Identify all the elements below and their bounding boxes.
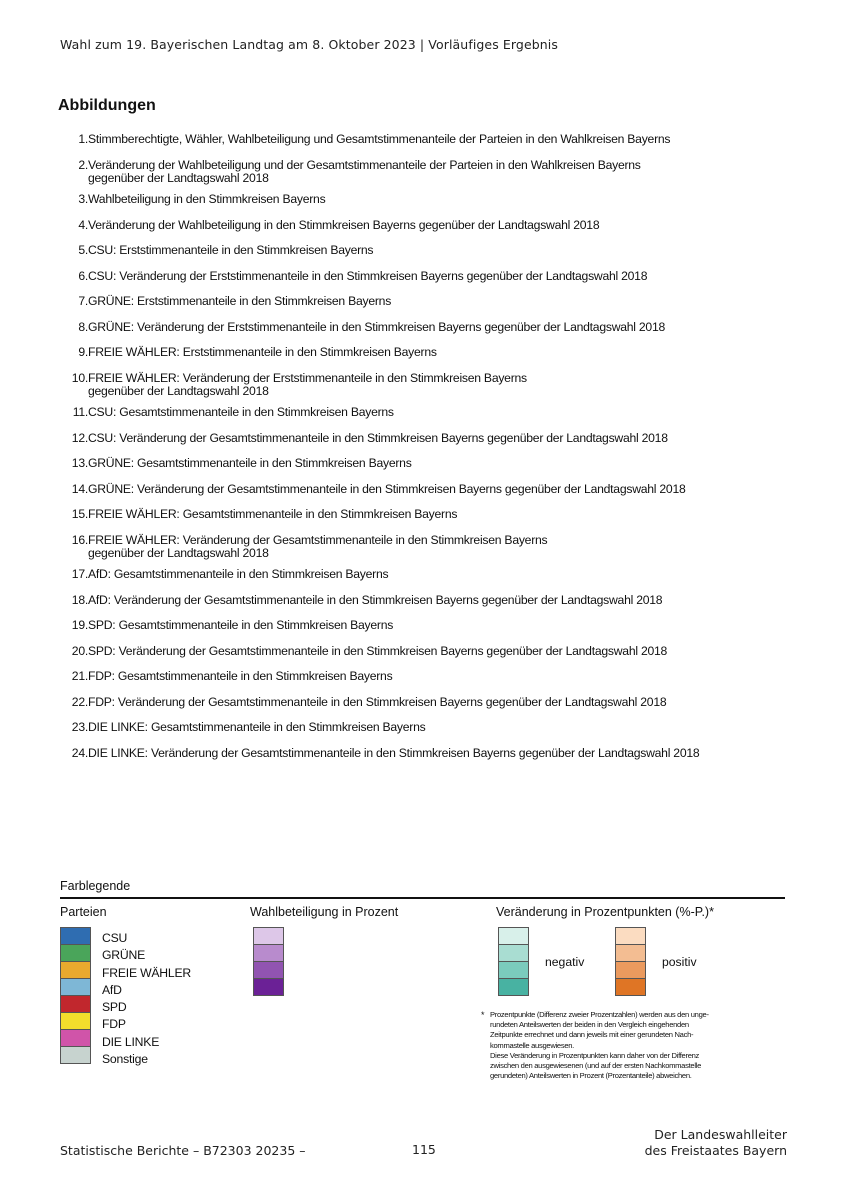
figure-number: 17. — [71, 567, 88, 581]
figure-title — [88, 270, 760, 283]
page-number: 115 — [412, 1142, 436, 1157]
figure-number: 3. — [78, 192, 88, 206]
figure-list-item — [60, 483, 760, 496]
party-color-swatch — [61, 996, 90, 1013]
figure-title-line: FREIE WÄHLER: Gesamtstimmenanteile in den Stimmkreisen Bayerns — [88, 507, 458, 521]
figure-title — [88, 193, 760, 206]
figure-title-line: Stimmberechtigte, Wähler, Wahlbeteiligung und Gesamtstimmenanteile der Parteien in den Wahlkreisen Bayerns — [88, 132, 671, 146]
figure-title — [88, 483, 760, 496]
figure-list-item — [60, 670, 760, 683]
figure-title-line: gegenüber der Landtagswahl 2018 — [88, 545, 269, 560]
figure-list-item — [60, 457, 760, 470]
party-label: Sonstige — [102, 1052, 148, 1067]
party-label: FREIE WÄHLER — [102, 965, 192, 980]
figure-number: 9. — [78, 345, 88, 359]
figure-number: 24. — [71, 745, 88, 760]
figure-number: 8. — [78, 319, 88, 334]
figure-list-item — [60, 219, 760, 232]
party-color-swatches — [60, 927, 91, 1064]
figure-number: 5. — [78, 243, 88, 257]
figure-title-line: FREIE WÄHLER: Veränderung der Gesamtstimmenanteile in den Stimmkreisen Bayerns — [88, 532, 548, 547]
footnote-line: rundeten Anteilswerten der beiden in den Vergleich eingehenden — [490, 1020, 689, 1030]
party-label: CSU — [102, 931, 128, 945]
figure-title — [88, 372, 760, 398]
turnout-color-swatch — [254, 979, 283, 995]
figure-title-line: GRÜNE: Erststimmenanteile in den Stimmkreisen Bayerns — [88, 294, 392, 308]
footer-publication: Statistische Berichte – B72303 20235 – — [60, 1143, 306, 1158]
figure-list-item — [60, 133, 760, 146]
footnote — [490, 1010, 780, 1081]
figure-title-line: CSU: Veränderung der Erststimmenanteile in den Stimmkreisen Bayerns gegenüber der Landtagswahl 2018 — [88, 268, 648, 283]
figure-title-line: FREIE WÄHLER: Veränderung der Erststimmenanteile in den Stimmkreisen Bayerns — [88, 370, 527, 385]
positive-change-swatches — [615, 927, 646, 996]
figure-title-line: gegenüber der Landtagswahl 2018 — [88, 383, 269, 398]
party-color-swatch — [61, 1030, 90, 1047]
legend-divider — [60, 897, 785, 899]
change-heading: Veränderung in Prozentpunkten (%-P.)* — [496, 905, 714, 919]
negative-change-swatch — [499, 962, 528, 979]
figure-title-line: Veränderung der Wahlbeteiligung in den Stimmkreisen Bayerns gegenüber der Landtagswahl 2018 — [88, 217, 600, 232]
footnote-line: Zeitpunkte errechnet und dann jeweils mit einer gerundeten Nach- — [490, 1030, 694, 1040]
figure-title — [88, 432, 760, 445]
figure-list-item — [60, 244, 760, 257]
figure-number: 13. — [71, 456, 88, 470]
figure-title-line: CSU: Veränderung der Gesamtstimmenanteile in den Stimmkreisen Bayerns gegenüber der Landtagswahl 2018 — [88, 430, 668, 445]
figure-title-line: FREIE WÄHLER: Erststimmenanteile in den Stimmkreisen Bayerns — [88, 345, 437, 359]
footnote-line: zwischen den ausgewiesenen (und auf der ersten Nachkommastelle — [490, 1061, 702, 1071]
party-color-swatch — [61, 928, 90, 945]
figure-title-line: Wahlbeteiligung in den Stimmkreisen Bayerns — [88, 192, 326, 206]
figure-title — [88, 619, 760, 632]
figure-title-line: GRÜNE: Veränderung der Erststimmenanteile in den Stimmkreisen Bayerns gegenüber der Landtagswahl 2018 — [88, 319, 666, 334]
footnote-line: gerundeten) Anteilswerten in Prozent (Prozentanteile) abweichen. — [490, 1071, 692, 1081]
figure-number: 10. — [71, 370, 88, 385]
party-label: DIE LINKE — [102, 1034, 160, 1049]
parties-heading: Parteien — [60, 905, 107, 919]
figure-list-item — [60, 568, 760, 581]
turnout-color-swatch — [254, 945, 283, 962]
figure-title — [88, 133, 760, 146]
party-color-swatch — [61, 979, 90, 996]
turnout-color-swatch — [254, 962, 283, 979]
turnout-color-swatches — [253, 927, 284, 996]
figure-number: 23. — [71, 720, 88, 734]
footnote-marker: * — [481, 1010, 485, 1020]
figure-number: 11. — [72, 405, 88, 419]
figure-title — [88, 244, 760, 257]
figure-list — [60, 133, 760, 772]
figure-title — [88, 721, 760, 734]
party-label: SPD — [102, 1000, 127, 1015]
figure-title-line: GRÜNE: Gesamtstimmenanteile in den Stimmkreisen Bayerns — [88, 456, 412, 470]
figure-number: 19. — [71, 618, 88, 632]
positive-change-swatch — [616, 979, 645, 995]
figure-title — [88, 534, 760, 560]
figure-title-line: CSU: Gesamtstimmenanteile in den Stimmkreisen Bayerns — [88, 405, 394, 419]
figure-list-item — [60, 534, 760, 560]
figure-list-item — [60, 321, 760, 334]
figure-title-line: AfD: Gesamtstimmenanteile in den Stimmkreisen Bayerns — [88, 567, 389, 581]
figure-title-line: GRÜNE: Veränderung der Gesamtstimmenanteile in den Stimmkreisen Bayerns gegenüber der Landtagswahl 2018 — [88, 481, 686, 496]
legend-title: Farblegende — [60, 879, 131, 893]
figure-title-line: Veränderung der Wahlbeteiligung und der Gesamtstimmenanteile der Parteien in den Wahlkreisen Bayerns — [88, 157, 641, 172]
figure-number: 15. — [71, 507, 88, 521]
figure-title — [88, 645, 760, 658]
figure-title — [88, 159, 760, 185]
figure-list-item — [60, 159, 760, 185]
positive-change-swatch — [616, 962, 645, 979]
figure-title — [88, 696, 760, 709]
party-color-swatch — [61, 962, 90, 979]
negative-label: negativ — [545, 955, 585, 969]
section-title: Abbildungen — [58, 97, 156, 114]
figure-list-item — [60, 508, 760, 521]
figure-title-line: AfD: Veränderung der Gesamtstimmenanteile in den Stimmkreisen Bayerns gegenüber der Landtagswahl 2018 — [88, 592, 663, 607]
party-label: GRÜNE — [102, 948, 146, 963]
figure-title — [88, 594, 760, 607]
party-label: FDP — [102, 1017, 126, 1032]
figure-title — [88, 406, 760, 419]
figure-title-line: FDP: Gesamtstimmenanteile in den Stimmkreisen Bayerns — [88, 669, 393, 683]
figure-title — [88, 346, 760, 359]
footnote-line: Diese Veränderung in Prozentpunkten kann daher von der Differenz — [490, 1050, 700, 1060]
figure-title-line: gegenüber der Landtagswahl 2018 — [88, 170, 269, 185]
figure-number: 16. — [71, 532, 88, 547]
figure-number: 22. — [71, 694, 88, 709]
figure-number: 18. — [71, 592, 88, 607]
figure-title-line: DIE LINKE: Gesamtstimmenanteile in den Stimmkreisen Bayerns — [88, 720, 426, 734]
party-color-swatch — [61, 1047, 90, 1063]
figure-title — [88, 457, 760, 470]
figure-title — [88, 568, 760, 581]
figure-number: 7. — [78, 294, 88, 308]
figure-list-item — [60, 594, 760, 607]
figure-number: 20. — [71, 643, 88, 658]
figure-list-item — [60, 295, 760, 308]
negative-change-swatch — [499, 979, 528, 995]
turnout-heading: Wahlbeteiligung in Prozent — [250, 905, 399, 919]
publisher-line-1: Der Landeswahlleiter — [654, 1127, 787, 1142]
figure-title-line: SPD: Veränderung der Gesamtstimmenanteile in den Stimmkreisen Bayerns gegenüber der Landtagswahl 2018 — [88, 643, 668, 658]
negative-change-swatch — [499, 945, 528, 962]
figure-title-line: CSU: Erststimmenanteile in den Stimmkreisen Bayerns — [88, 243, 374, 257]
turnout-color-swatch — [254, 928, 283, 945]
figure-number: 12. — [71, 430, 88, 445]
publisher-line-2: des Freistaates Bayern — [644, 1143, 787, 1158]
figure-list-item — [60, 270, 760, 283]
figure-list-item — [60, 721, 760, 734]
figure-list-item — [60, 372, 760, 398]
figure-number: 21. — [71, 669, 88, 683]
party-labels — [102, 930, 191, 1068]
figure-number: 4. — [78, 217, 88, 232]
figure-list-item — [60, 346, 760, 359]
figure-title — [88, 670, 760, 683]
figure-list-item — [60, 747, 760, 760]
footnote-line: Prozentpunkte (Differenz zweier Prozentzahlen) werden aus den unge- — [490, 1010, 709, 1019]
figure-list-item — [60, 432, 760, 445]
figure-list-item — [60, 406, 760, 419]
figure-title — [88, 321, 760, 334]
party-color-swatch — [61, 945, 90, 962]
figure-list-item — [60, 696, 760, 709]
positive-label: positiv — [662, 955, 697, 969]
figure-list-item — [60, 193, 760, 206]
figure-number: 2. — [78, 157, 88, 172]
figure-title-line: FDP: Veränderung der Gesamtstimmenanteile in den Stimmkreisen Bayerns gegenüber der Landtagswahl 2018 — [88, 694, 667, 709]
figure-title-line: SPD: Gesamtstimmenanteile in den Stimmkreisen Bayerns — [88, 618, 394, 632]
figure-title — [88, 219, 760, 232]
figure-list-item — [60, 645, 760, 658]
figure-number: 14. — [71, 481, 88, 496]
figure-number: 6. — [78, 268, 88, 283]
negative-change-swatch — [499, 928, 528, 945]
figure-title-line: DIE LINKE: Veränderung der Gesamtstimmenanteile in den Stimmkreisen Bayerns gegenüber der Landtagswahl 2018 — [88, 745, 700, 760]
party-label: AfD — [102, 982, 122, 997]
page-header: Wahl zum 19. Bayerischen Landtag am 8. Oktober 2023 | Vorläufiges Ergebnis — [60, 37, 558, 52]
figure-title — [88, 295, 760, 308]
party-color-swatch — [61, 1013, 90, 1030]
positive-change-swatch — [616, 945, 645, 962]
figure-title — [88, 747, 760, 760]
negative-change-swatches — [498, 927, 529, 996]
figure-list-item — [60, 619, 760, 632]
figure-title — [88, 508, 760, 521]
footer-publisher — [645, 1127, 787, 1159]
figure-number: 1. — [78, 132, 88, 146]
footnote-line: kommastelle ausgewiesen. — [490, 1040, 574, 1050]
positive-change-swatch — [616, 928, 645, 945]
